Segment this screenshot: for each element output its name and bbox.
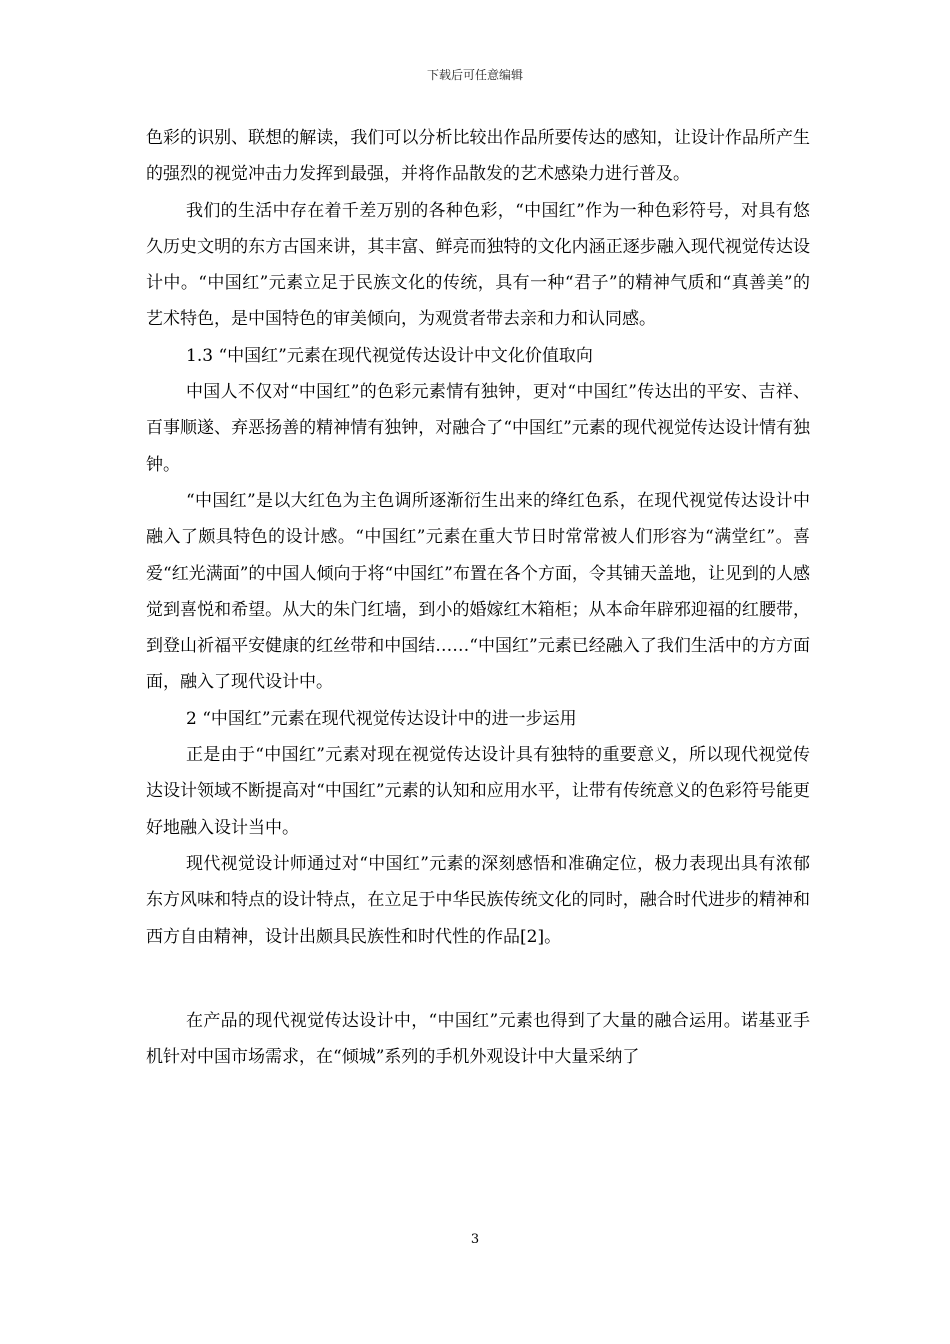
section-heading: 1.3 “中国红”元素在现代视觉传达设计中文化价值取向 — [186, 345, 593, 366]
paragraph: 色彩的识别、联想的解读，我们可以分析比较出作品所要传达的感知，让设计作品所产生的强烈的视觉冲击力发挥到最强，并将作品散发的艺术感染力进行普及。 — [146, 128, 810, 185]
paragraph: 正是由于“中国红”元素对现在视觉传达设计具有独特的重要意义，所以现代视觉传达设计领域不断提高对“中国红”元素的认知和应用水平，让带有传统意义的色彩符号能更好地融入设计当中。 — [146, 745, 810, 838]
paragraph: 我们的生活中存在着千差万别的各种色彩，“中国红”作为一种色彩符号，对具有悠久历史文明的东方古国来讲，其丰富、鲜亮而独特的文化内涵正逐步融入现代视觉传达设计中。“中国红”元素立足于民族文化的传统，具有一种“君子”的精神气质和“真善美”的艺术特色，是中国特色的审美倾向，为观赏者带去亲和力和认同感。 — [146, 200, 810, 330]
document-body — [146, 120, 810, 1075]
section-heading: 2 “中国红”元素在现代视觉传达设计中的进一步运用 — [186, 708, 577, 729]
page-number: 3 — [470, 1232, 480, 1247]
blank-gap — [146, 955, 810, 1003]
page-header: 下载后可任意编辑 — [426, 68, 523, 82]
paragraph: 现代视觉设计师通过对“中国红”元素的深刻感悟和准确定位，极力表现出具有浓郁东方风味和特点的设计特点，在立足于中华民族传统文化的同时，融合时代进步的精神和西方自由精神，设计出颇具民族性和时代性的作品[2]。 — [146, 853, 810, 947]
paragraph: 中国人不仅对“中国红”的色彩元素情有独钟，更对“中国红”传达出的平安、吉祥、百事顺遂、弃恶扬善的精神情有独钟，对融合了“中国红”元素的现代视觉传达设计情有独钟。 — [146, 382, 810, 475]
paragraph: “中国红”是以大红色为主色调所逐渐衍生出来的绛红色系，在现代视觉传达设计中融入了颇具特色的设计感。“中国红”元素在重大节日时常常被人们形容为“满堂红”。喜爱“红光满面”的中国人倾向于将“中国红”布置在各个方面，令其铺天盖地，让见到的人感觉到喜悦和希望。从大的朱门红墙，到小的婚嫁红木箱柜；从本命年辟邪迎福的红腰带，到登山祈福平安健康的红丝带和中国结……“中国红”元素已经融入了我们生活中的方方面面，融入了现代设计中。 — [146, 490, 810, 693]
paragraph: 在产品的现代视觉传达设计中，“中国红”元素也得到了大量的融合运用。诺基亚手机针对中国市场需求，在“倾城”系列的手机外观设计中大量采纳了 — [146, 1010, 810, 1068]
